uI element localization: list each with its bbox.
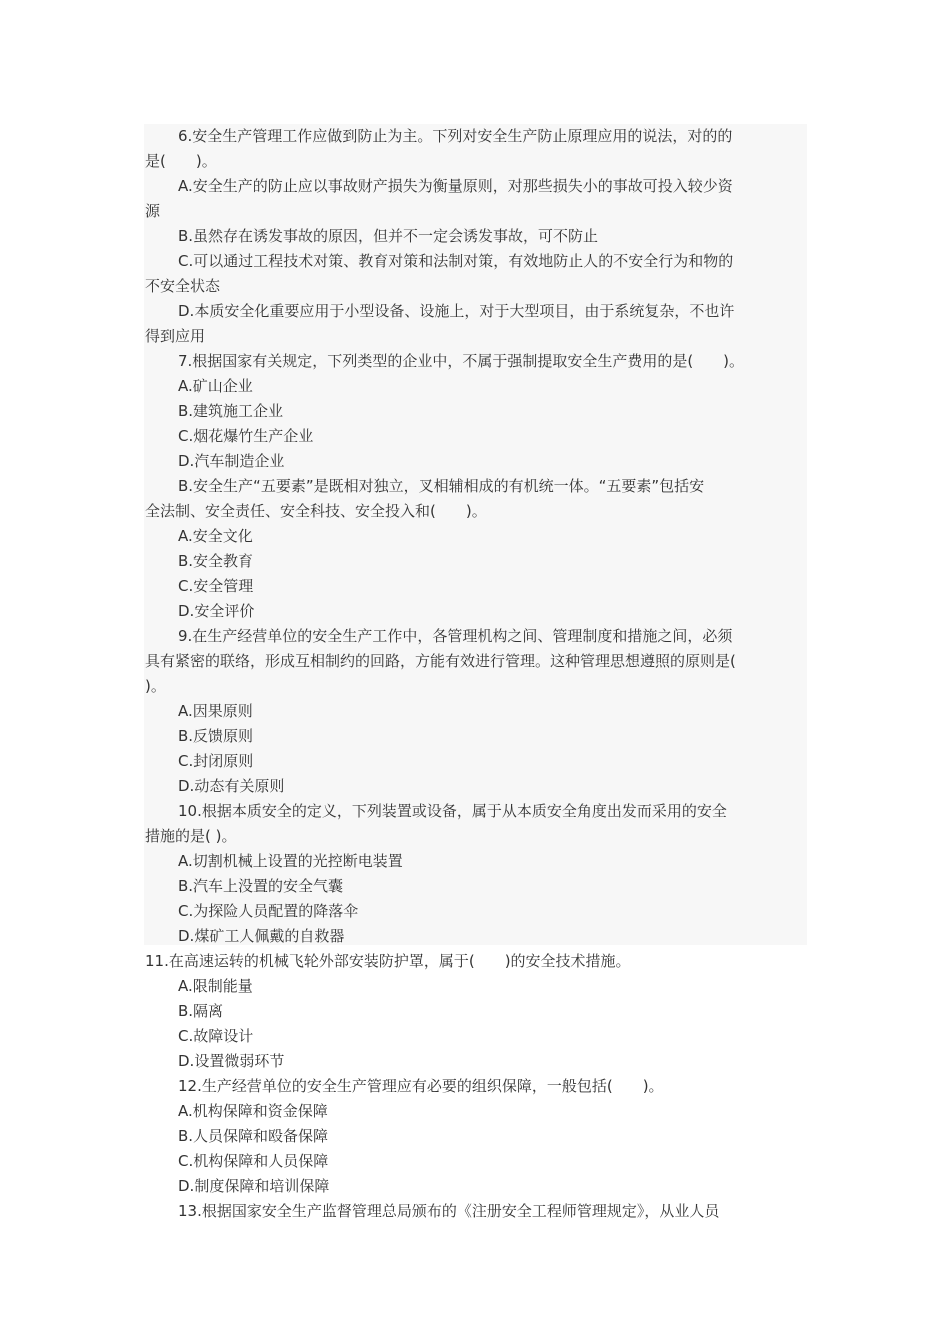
text-line: C.机构保障和人员保障	[178, 1152, 329, 1170]
text-line: 12.生产经营单位的安全生产管理应有必要的组织保障，一般包括( )。	[178, 1077, 664, 1095]
text-line: 源	[145, 202, 161, 220]
text-line: C.可以通过工程技术对策、教育对策和法制对策，有效地防止人的不安全行为和物的	[178, 252, 734, 270]
text-line: 9.在生产经营单位的安全生产工作中，各管理机构之间、管理制度和措施之间，必须	[178, 627, 733, 645]
text-line: D.制度保障和培训保障	[178, 1177, 330, 1195]
text-line: C.安全管理	[178, 577, 254, 595]
text-line: B.反馈原则	[178, 727, 254, 745]
text-line: A.限制能量	[178, 977, 253, 995]
text-line: 全法制、安全责任、安全科技、安全投入和( )。	[145, 502, 487, 520]
text-line: 得到应用	[145, 327, 206, 345]
text-line: 具有紧密的联络，形成互相制约的回路，方能有效进行管理。这种管理思想遵照的原则是(	[145, 652, 736, 670]
text-line: 10.根据本质安全的定义，下列装置或设备，属于从本质安全角度出发而采用的安全	[178, 802, 727, 820]
text-line: 6.安全生产管理工作应做到防止为主。下列对安全生产防止原理应用的说法，对的的	[178, 127, 733, 145]
text-line: D.本质安全化重要应用于小型设备、设施上，对于大型项目，由于系统复杂，不也许	[178, 302, 735, 320]
text-line: 措施的是( )。	[145, 827, 237, 845]
text-line: D.汽车制造企业	[178, 452, 285, 470]
text-line: B.隔离	[178, 1002, 224, 1020]
document-text	[145, 124, 807, 1224]
text-line: D.煤矿工人佩戴的自救器	[178, 927, 345, 945]
text-line: B.安全教育	[178, 552, 254, 570]
text-line: D.设置微弱环节	[178, 1052, 285, 1070]
text-line: B.汽车上没置的安全气囊	[178, 877, 344, 895]
text-line: B.人员保障和殴备保障	[178, 1127, 329, 1145]
text-line: D.安全评价	[178, 602, 255, 620]
text-line: B.虽然存在诱发事故的原因，但并不一定会诱发事故，可不防止	[178, 227, 599, 245]
text-line: 13.根据国家安全生产监督管理总局颁布的《注册安全工程师管理规定》，从业人员	[178, 1202, 720, 1220]
text-line: B.安全生产“五要素”是既相对独立，叉相辅相成的有机统一体。“五要素”包括安	[178, 477, 705, 495]
text-line: A.安全文化	[178, 527, 253, 545]
text-line: A.切割机械上设置的光控断电装置	[178, 852, 403, 870]
text-line: B.建筑施工企业	[178, 402, 284, 420]
text-line: 11.在高速运转的机械飞轮外部安装防护罩，属于( )的安全技术措施。	[145, 952, 631, 970]
text-line: 是( )。	[145, 152, 217, 170]
text-line: C.为探险人员配置的降落伞	[178, 902, 359, 920]
text-line: 不安全状态	[145, 277, 221, 295]
text-line: C.封闭原则	[178, 752, 254, 770]
text-line: A.因果原则	[178, 702, 253, 720]
text-line: )。	[145, 677, 166, 695]
text-line: C.故障设计	[178, 1027, 254, 1045]
text-line: A.矿山企业	[178, 377, 253, 395]
text-line: 7.根据国家有关规定，下列类型的企业中，不属于强制提取安全生产费用的是( )。	[178, 352, 745, 370]
text-line: A.机构保障和资金保障	[178, 1102, 328, 1120]
text-line: C.烟花爆竹生产企业	[178, 427, 314, 445]
text-line: D.动态有关原则	[178, 777, 285, 795]
text-line: A.安全生产的防止应以事故财产损失为衡量原则，对那些损失小的事故可投入较少资	[178, 177, 733, 195]
